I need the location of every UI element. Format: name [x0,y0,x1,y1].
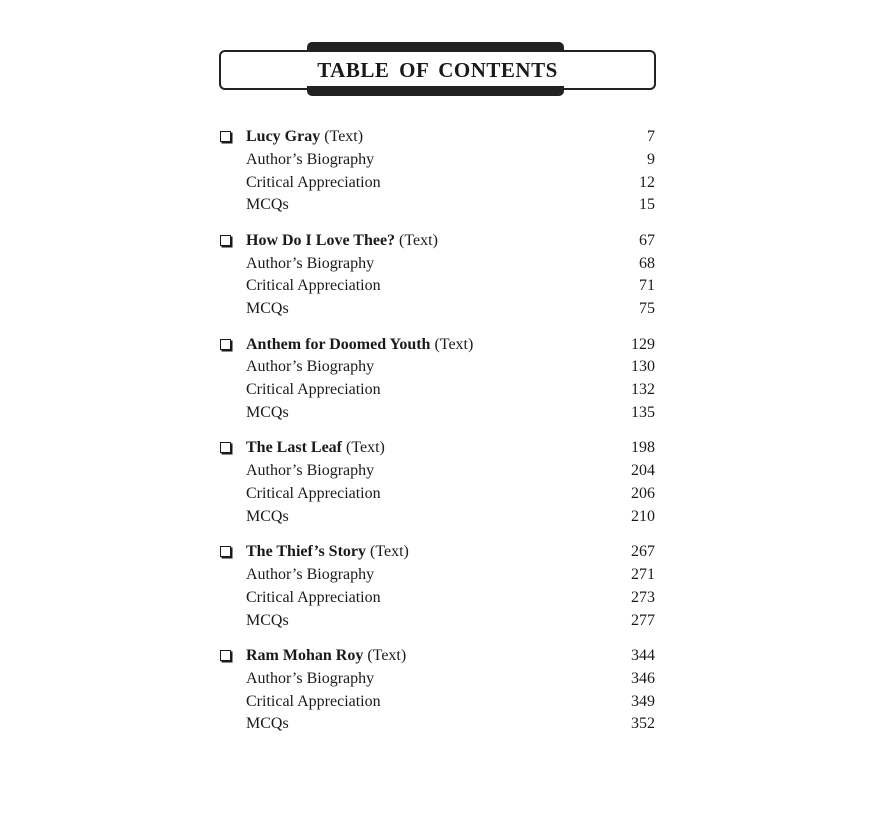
entry-type: (Text) [320,128,364,145]
page-number: 198 [631,439,655,457]
subentry-label: Author’s Biography [246,462,375,480]
toc-subentry[interactable] [219,587,657,610]
checkbox-icon [220,339,231,350]
page-number: 130 [631,358,655,376]
toc-subentry[interactable] [219,460,657,483]
entry-title: Anthem for Doomed Youth [246,335,431,353]
toc-subentry[interactable] [219,506,657,529]
title-box [219,50,656,90]
subentry-label: MCQs [246,300,289,318]
subentry-label: MCQs [246,403,289,421]
entry-type: (Text) [395,231,438,249]
subentry-label: Author’s Biography [246,358,375,376]
toc-section [219,126,657,217]
entry-label [246,334,473,357]
page-number: 352 [631,715,655,733]
page-title: TABLE OF CONTENTS [317,57,558,82]
page-number: 277 [631,611,655,629]
toc-section [219,645,657,736]
toc-section [219,230,657,321]
entry-label [246,230,438,253]
toc-entry[interactable] [219,541,657,564]
table-of-contents [219,126,657,749]
page-number: 9 [647,150,655,168]
subentry-label: Author’s Biography [246,565,375,583]
page-number: 344 [631,646,655,664]
page-number: 210 [631,507,655,525]
subentry-label: MCQs [246,715,289,733]
entry-label [246,645,406,668]
page-number: 71 [639,277,655,295]
toc-entry[interactable] [219,645,657,668]
checkbox-icon [220,131,231,142]
entry-title: Ram Mohan Roy [246,646,364,664]
toc-subentry[interactable] [219,610,657,633]
toc-subentry[interactable] [219,564,657,587]
toc-subentry[interactable] [219,194,657,217]
page-number: 75 [639,300,655,318]
entry-title: How Do I Love Thee? [246,231,396,249]
entry-title: The Thief’s Story [246,543,366,561]
page-number: 267 [631,543,655,561]
title-banner [219,42,656,96]
page-number: 67 [639,231,655,249]
page-number: 12 [639,173,655,191]
toc-subentry[interactable] [219,483,657,506]
entry-label [246,437,385,460]
checkbox-icon [220,546,231,557]
toc-section [219,541,657,632]
toc-subentry[interactable] [219,402,657,425]
page-number: 7 [647,128,655,145]
toc-entry[interactable] [219,230,657,253]
subentry-label: Critical Appreciation [246,277,381,295]
page-number: 15 [639,196,655,214]
toc-subentry[interactable] [219,691,657,714]
page-number: 132 [631,381,655,399]
page-number: 204 [631,462,655,480]
subentry-label: MCQs [246,611,289,629]
entry-type: (Text) [363,646,407,664]
toc-subentry[interactable] [219,668,657,691]
toc-section [219,334,657,425]
entry-label [246,541,409,564]
subentry-label: Critical Appreciation [246,588,381,606]
checkbox-icon [220,442,231,453]
subentry-label: Critical Appreciation [246,173,381,191]
toc-subentry[interactable] [219,356,657,379]
toc-subentry[interactable] [219,172,657,195]
toc-subentry[interactable] [219,713,657,736]
page-number: 68 [639,254,655,272]
page-number: 346 [631,669,655,687]
subentry-label: Author’s Biography [246,150,375,168]
toc-section [219,437,657,528]
page-number: 273 [631,588,655,606]
toc-subentry[interactable] [219,253,657,276]
page-number: 271 [631,565,655,583]
checkbox-icon [220,650,231,661]
entry-label [246,126,363,149]
subentry-label: Critical Appreciation [246,381,381,399]
subentry-label: Critical Appreciation [246,692,381,710]
entry-title: The Last Leaf [246,439,342,457]
toc-subentry[interactable] [219,275,657,298]
toc-subentry[interactable] [219,379,657,402]
page-number: 129 [631,335,655,353]
toc-entry[interactable] [219,334,657,357]
subentry-label: Author’s Biography [246,254,375,272]
subentry-label: Critical Appreciation [246,484,381,502]
toc-entry[interactable] [219,437,657,460]
checkbox-icon [220,235,231,246]
title-bottom-bar [307,86,564,96]
entry-type: (Text) [342,439,385,457]
toc-subentry[interactable] [219,149,657,172]
toc-subentry[interactable] [219,298,657,321]
page-number: 349 [631,692,655,710]
subentry-label: MCQs [246,507,289,525]
page-number: 135 [631,403,655,421]
entry-type: (Text) [366,543,409,561]
entry-type: (Text) [430,335,474,353]
subentry-label: MCQs [246,196,289,214]
toc-entry[interactable] [219,126,657,149]
subentry-label: Author’s Biography [246,669,375,687]
entry-title: Lucy Gray [246,128,321,145]
page-number: 206 [631,484,655,502]
